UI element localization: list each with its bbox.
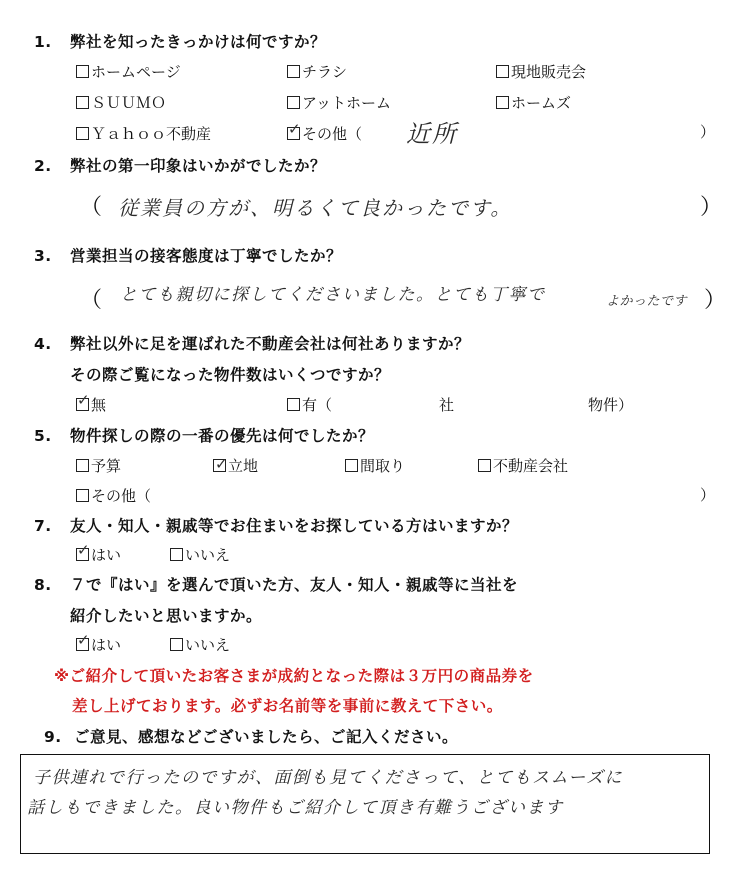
option-no[interactable]: いいえ bbox=[170, 544, 230, 565]
check-mark-icon: ✓ bbox=[77, 541, 90, 559]
notice-line-2: 差し上げております。必ずお名前等を事前に教えて下さい。 bbox=[72, 697, 503, 715]
option-suumo[interactable]: ＳＵＵＭＯ bbox=[76, 92, 166, 113]
checkbox[interactable] bbox=[287, 96, 300, 109]
question-9 bbox=[44, 725, 458, 747]
option-athome[interactable]: アットホーム bbox=[287, 92, 391, 113]
option-yes[interactable]: 有（ bbox=[287, 394, 332, 415]
question-number: 9. bbox=[44, 728, 62, 746]
handwritten-comment-line1: 子供連れで行ったのですが、面倒も見てくださって、とてもスムーズに bbox=[33, 768, 623, 788]
checkbox-checked[interactable] bbox=[213, 455, 228, 473]
option-location[interactable]: ✓ 立地 bbox=[215, 455, 259, 475]
question-1 bbox=[34, 30, 326, 52]
handwritten-other-answer: 近所 bbox=[406, 120, 458, 148]
option-other[interactable]: その他（ bbox=[76, 485, 151, 506]
option-homes[interactable]: ホームズ bbox=[496, 92, 571, 113]
question-8 bbox=[34, 573, 518, 595]
checkbox[interactable] bbox=[478, 459, 491, 472]
checkbox[interactable] bbox=[345, 459, 358, 472]
open-paren: （ bbox=[80, 195, 103, 220]
question-number: 3. bbox=[34, 247, 52, 265]
checkbox[interactable] bbox=[76, 127, 89, 140]
question-number: 1. bbox=[34, 33, 52, 51]
check-mark-icon: ✓ bbox=[77, 391, 90, 409]
checkbox[interactable] bbox=[170, 548, 183, 561]
close-paren: ） bbox=[700, 123, 716, 141]
question-3 bbox=[34, 244, 342, 266]
check-mark-icon: ✓ bbox=[215, 455, 228, 473]
option-flyer[interactable]: チラシ bbox=[287, 61, 347, 82]
question-text: 物件探しの際の一番の優先は何でしたか？ bbox=[70, 427, 375, 445]
option-floorplan[interactable]: 間取り bbox=[345, 455, 405, 476]
option-agency[interactable]: 不動産会社 bbox=[478, 455, 568, 476]
question-text: 弊社の第一印象はいかがでしたか？ bbox=[70, 157, 327, 175]
option-budget[interactable]: 予算 bbox=[76, 455, 121, 476]
question-number: 5. bbox=[34, 427, 52, 445]
question-number: 7. bbox=[34, 517, 52, 535]
question-text: 弊社以外に足を運ばれた不動産会社は何社ありますか？ bbox=[70, 335, 471, 353]
handwritten-answer-3-line1: とても親切に探してくださいました。とても丁寧で bbox=[120, 285, 546, 305]
close-paren: ） bbox=[704, 288, 727, 313]
unit-property: 物件） bbox=[588, 396, 634, 414]
option-yahoo-realestate[interactable]: Ｙａｈｏｏ不動産 bbox=[76, 123, 211, 144]
checkbox[interactable] bbox=[287, 398, 300, 411]
handwritten-answer-2: 従業員の方が、明るくて良かったです。 bbox=[118, 196, 513, 220]
option-other[interactable]: ✓ その他（ bbox=[288, 120, 363, 143]
option-yes[interactable]: ✓ はい bbox=[77, 631, 122, 654]
checkbox[interactable] bbox=[170, 638, 183, 651]
option-none[interactable]: ✓ 無 bbox=[77, 391, 107, 414]
question-number: 4. bbox=[34, 335, 52, 353]
checkbox-checked[interactable] bbox=[76, 391, 90, 411]
option-yes[interactable]: ✓ はい bbox=[77, 541, 122, 564]
checkbox[interactable] bbox=[76, 96, 89, 109]
question-8-sub: 紹介したいと思いますか。 bbox=[70, 607, 263, 625]
question-text: 友人・知人・親戚等でお住まいをお探している方はいますか？ bbox=[70, 517, 519, 535]
checkbox-checked[interactable] bbox=[287, 120, 301, 140]
question-4-sub: その際ご覧になった物件数はいくつですか？ bbox=[70, 366, 391, 384]
handwritten-comment-line2: 話しもできました。良い物件もご紹介して頂き有難うございます bbox=[27, 798, 564, 818]
checkbox[interactable] bbox=[76, 459, 89, 472]
check-mark-icon: ✓ bbox=[288, 120, 301, 138]
checkbox[interactable] bbox=[76, 489, 89, 502]
close-paren: ） bbox=[700, 486, 716, 504]
question-text: 弊社を知ったきっかけは何ですか？ bbox=[70, 33, 327, 51]
checkbox-checked[interactable] bbox=[76, 631, 90, 651]
option-no[interactable]: いいえ bbox=[170, 634, 230, 655]
notice-line-1: ※ご紹介して頂いたお客さまが成約となった際は３万円の商品券を bbox=[54, 667, 534, 685]
option-onsite-sale[interactable]: 現地販売会 bbox=[496, 61, 586, 82]
question-2 bbox=[34, 154, 326, 176]
option-homepage[interactable]: ホームページ bbox=[76, 61, 181, 82]
close-paren: ） bbox=[700, 195, 723, 220]
question-number: 2. bbox=[34, 157, 52, 175]
comment-box[interactable] bbox=[20, 754, 710, 854]
question-7 bbox=[34, 514, 518, 536]
checkbox[interactable] bbox=[76, 65, 89, 78]
checkbox[interactable] bbox=[496, 65, 509, 78]
question-4 bbox=[34, 332, 470, 354]
checkbox[interactable] bbox=[496, 96, 509, 109]
question-text: ご意見、感想などございましたら、ご記入ください。 bbox=[74, 728, 459, 746]
check-mark-icon: ✓ bbox=[77, 631, 90, 649]
checkbox[interactable] bbox=[287, 65, 300, 78]
question-5 bbox=[34, 424, 374, 446]
question-number: 8. bbox=[34, 576, 52, 594]
question-text: 営業担当の接客態度は丁寧でしたか？ bbox=[70, 247, 343, 265]
unit-company: 社 bbox=[439, 396, 455, 414]
open-paren: （ bbox=[80, 288, 103, 313]
question-text: ７で『はい』を選んで頂いた方、友人・知人・親戚等に当社を bbox=[70, 576, 519, 594]
checkbox-checked[interactable] bbox=[76, 541, 90, 561]
handwritten-answer-3-line2: よかったです bbox=[606, 294, 688, 309]
